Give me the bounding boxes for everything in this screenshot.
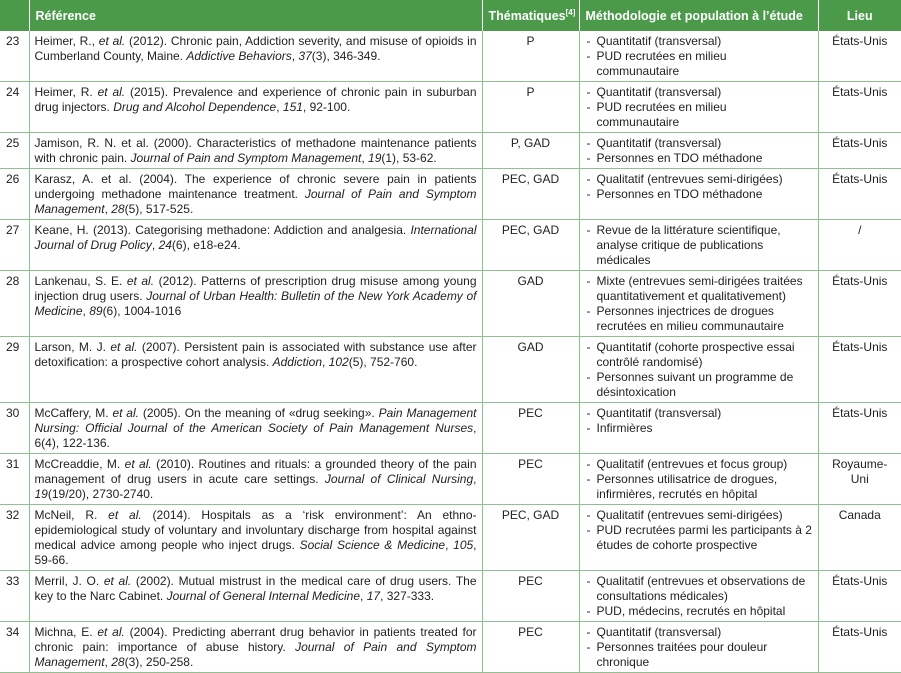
list-item: - Personnes utilisatrice de drogues, infirmières, recrutés en hôpital	[585, 472, 813, 502]
methodologie-list	[585, 223, 813, 268]
reference-etal: et al.	[126, 274, 155, 288]
reference-etal: et al.	[110, 340, 138, 354]
thematiques-cell: PEC	[482, 454, 579, 505]
lieu-cell: États-Unis	[818, 169, 901, 220]
methodologie-cell	[579, 337, 818, 403]
table-row	[0, 505, 901, 571]
list-item: - Qualitatif (entrevues semi-dirigées)	[585, 172, 813, 187]
reference-cell	[29, 133, 482, 169]
reference-separator: ,	[151, 238, 159, 252]
reference-cell	[29, 220, 482, 271]
lieu-cell: États-Unis	[818, 571, 901, 622]
lieu-cell: États-Unis	[818, 133, 901, 169]
reference-title: (2015). Prevalence and experience of chronic pain in suburban drug injectors.	[34, 85, 477, 114]
reference-title: (2012). Patterns of prescription drug misuse among young injection drug users.	[34, 274, 477, 303]
row-number: 25	[0, 133, 29, 169]
reference-title: (2007). Persistent pain is associated with substance use after detoxification: a prospective cohort analysis.	[34, 340, 477, 369]
methodologie-cell	[579, 505, 818, 571]
thematiques-cell: GAD	[482, 271, 579, 337]
reference-authors: Lankenau, S. E.	[34, 274, 127, 288]
reference-pages: , 92-100.	[302, 100, 351, 114]
reference-title: (2005). On the meaning of «drug seeking».	[138, 406, 379, 420]
row-number: 32	[0, 505, 29, 571]
list-item: - Personnes injectrices de drogues recrutées en milieu communautaire	[585, 304, 813, 334]
table-row	[0, 220, 901, 271]
list-item: - Mixte (entrevues semi-dirigées traitées quantitativement et qualitativement)	[585, 274, 813, 304]
row-number: 27	[0, 220, 29, 271]
reference-cell	[29, 337, 482, 403]
reference-journal: Addictive Behaviors	[186, 49, 292, 63]
thematiques-cell: P, GAD	[482, 133, 579, 169]
reference-etal: et al.	[108, 508, 142, 522]
reference-authors: Heimer, R.,	[34, 34, 99, 48]
thematiques-cell: PEC	[482, 622, 579, 673]
reference-journal: Journal of Urban Health: Bulletin of the New York Academy of Medicine	[34, 289, 477, 318]
reference-cell	[29, 571, 482, 622]
table-row	[0, 454, 901, 505]
reference-authors: Merril, J. O.	[34, 574, 104, 588]
lieu-cell: /	[818, 220, 901, 271]
reference-authors: McCreaddie, M.	[34, 457, 125, 471]
reference-cell	[29, 403, 482, 454]
reference-volume: 37	[298, 49, 312, 63]
methodologie-cell	[579, 622, 818, 673]
reference-volume: 17	[366, 589, 381, 603]
methodologie-list	[585, 85, 813, 130]
reference-separator: ,	[360, 589, 367, 603]
reference-pages: (5), 517-525.	[124, 202, 194, 216]
row-number: 23	[0, 31, 29, 82]
reference-pages: (3), 346-349.	[311, 49, 381, 63]
methodologie-cell	[579, 571, 818, 622]
reference-journal: Journal of Pain and Symptom Management	[34, 640, 477, 669]
list-item: - Quantitatif (transversal)	[585, 136, 813, 151]
reference-authors: Karasz, A. et al. (2004). The experience of chronic severe pain in patients undergoing methadone maintenance treatment.	[34, 172, 477, 201]
reference-separator: ,	[104, 202, 112, 216]
thematiques-cell: PEC, GAD	[482, 220, 579, 271]
reference-title: (2010). Routines and rituals: a grounded theory of the pain management of drug users in acute care settings.	[34, 457, 477, 486]
reference-separator: ,	[291, 49, 299, 63]
thematiques-cell: P	[482, 31, 579, 82]
methodologie-list	[585, 508, 813, 553]
reference-separator: ,	[473, 472, 477, 486]
list-item: - Personnes suivant un programme de désintoxication	[585, 370, 813, 400]
row-number: 24	[0, 82, 29, 133]
reference-pages: , 327-333.	[380, 589, 435, 603]
methodologie-cell	[579, 82, 818, 133]
reference-separator: ,	[361, 151, 369, 165]
reference-pages: (5), 752-760.	[348, 355, 418, 369]
methodologie-list	[585, 274, 813, 334]
methodologie-cell	[579, 403, 818, 454]
reference-separator: ,	[322, 355, 329, 369]
methodologie-list	[585, 625, 813, 670]
thematiques-cell: GAD	[482, 337, 579, 403]
list-item: - Qualitatif (entrevues semi-dirigées)	[585, 508, 813, 523]
reference-journal: Social Science & Medicine	[299, 538, 446, 552]
reference-title: (2004). Predicting aberrant drug behavior in patients treated for chronic pain: importance of abuse history.	[34, 625, 477, 654]
reference-etal: et al.	[112, 406, 139, 420]
methodologie-cell	[579, 454, 818, 505]
list-item: - Personnes en TDO méthadone	[585, 187, 813, 202]
reference-volume: 89	[89, 304, 103, 318]
list-item: - Revue de la littérature scientifique, analyse critique de publications médicales	[585, 223, 813, 268]
reference-volume: 105	[453, 538, 474, 552]
reference-journal: International Journal of Drug Policy	[34, 223, 477, 252]
reference-pages: (6), 1004-1016	[102, 304, 182, 318]
list-item: - PUD recrutées parmi les participants à 2 études de cohorte prospective	[585, 523, 813, 553]
list-item: - Qualitatif (entrevues et focus group)	[585, 457, 813, 472]
reference-title: (2014). Hospitals as a ‘risk environment’: An ethno-epidemiological study of voluntary and involuntary discharge from hospital against medical advice among people who inject drugs.	[34, 508, 477, 552]
lieu-cell: États-Unis	[818, 271, 901, 337]
thematiques-cell: P	[482, 82, 579, 133]
lieu-cell: Canada	[818, 505, 901, 571]
reference-volume: 151	[282, 100, 303, 114]
thematiques-cell: PEC, GAD	[482, 169, 579, 220]
reference-separator: ,	[104, 655, 112, 669]
reference-etal: et al.	[97, 625, 125, 639]
table-row	[0, 571, 901, 622]
methodologie-list	[585, 457, 813, 502]
table-row	[0, 133, 901, 169]
reference-journal: Pain Management Nursing: Official Journal of the American Society of Pain Management Nurses	[34, 406, 477, 435]
list-item: - Quantitatif (cohorte prospective essai contrôlé randomisé)	[585, 340, 813, 370]
table-row	[0, 271, 901, 337]
reference-etal: et al.	[98, 34, 126, 48]
reference-cell	[29, 454, 482, 505]
row-number: 34	[0, 622, 29, 673]
reference-journal: Journal of Clinical Nursing	[324, 472, 474, 486]
methodologie-cell	[579, 220, 818, 271]
reference-authors: McCaffery, M.	[34, 406, 113, 420]
header-methodologie: Méthodologie et population à l’étude	[579, 0, 818, 31]
reference-separator: ,	[276, 100, 283, 114]
header-thematiques-note: [4]	[565, 7, 576, 17]
row-number: 26	[0, 169, 29, 220]
methodologie-list	[585, 34, 813, 79]
reference-title: (2012). Chronic pain, Addiction severity, and misuse of opioids in Cumberland County, Maine.	[34, 34, 477, 63]
list-item: - PUD recrutées en milieu communautaire	[585, 49, 813, 79]
lieu-cell: États-Unis	[818, 337, 901, 403]
lieu-cell: États-Unis	[818, 622, 901, 673]
reference-etal: et al.	[124, 457, 152, 471]
list-item: - Quantitatif (transversal)	[585, 406, 813, 421]
header-lieu: Lieu	[818, 0, 901, 31]
table-row	[0, 82, 901, 133]
methodologie-cell	[579, 271, 818, 337]
row-number: 29	[0, 337, 29, 403]
reference-authors: Larson, M. J.	[34, 340, 111, 354]
lieu-cell: États-Unis	[818, 403, 901, 454]
header-reference: Référence	[29, 0, 482, 31]
lieu-cell: États-Unis	[818, 82, 901, 133]
reference-volume: 102	[328, 355, 349, 369]
reference-cell	[29, 271, 482, 337]
reference-volume: 24	[158, 238, 172, 252]
methodologie-list	[585, 406, 813, 436]
header-thematiques	[482, 0, 579, 31]
reference-cell	[29, 82, 482, 133]
reference-pages: (6), e18-e24.	[171, 238, 241, 252]
list-item: - Quantitatif (transversal)	[585, 625, 813, 640]
methodologie-list	[585, 172, 813, 202]
table-row	[0, 337, 901, 403]
reference-volume: 28	[111, 655, 125, 669]
reference-separator: ,	[82, 304, 90, 318]
reference-pages: , 59-66.	[34, 538, 477, 567]
reference-etal: et al.	[103, 574, 132, 588]
methodologie-cell	[579, 31, 818, 82]
row-number: 28	[0, 271, 29, 337]
header-thematiques-label: Thématiques	[488, 9, 566, 24]
reference-pages: (1), 53-62.	[381, 151, 437, 165]
methodologie-list	[585, 340, 813, 400]
reference-authors: Jamison, R. N. et al. (2000). Characteristics of methadone maintenance patients with chronic pain.	[34, 136, 477, 165]
row-number: 30	[0, 403, 29, 454]
table-row	[0, 622, 901, 673]
reference-journal: Journal of General Internal Medicine	[166, 589, 361, 603]
reference-etal: et al.	[97, 85, 126, 99]
list-item: - PUD recrutées en milieu communautaire	[585, 100, 813, 130]
reference-journal: Journal of Pain and Symptom Management	[130, 151, 362, 165]
table-row	[0, 169, 901, 220]
header-num	[0, 0, 29, 31]
list-item: - Quantitatif (transversal)	[585, 85, 813, 100]
thematiques-cell: PEC	[482, 571, 579, 622]
reference-journal: Addiction	[272, 355, 322, 369]
reference-cell	[29, 505, 482, 571]
methodologie-cell	[579, 133, 818, 169]
reference-pages: (19/20), 2730-2740.	[47, 487, 154, 501]
reference-separator: ,	[445, 538, 454, 552]
reference-title: (2002). Mutual mistrust in the medical care of drug users. The key to the Narc Cabinet.	[34, 574, 477, 603]
list-item: - Quantitatif (transversal)	[585, 34, 813, 49]
reference-journal: Journal of Pain and Symptom Management	[34, 187, 477, 216]
list-item: - Personnes en TDO méthadone	[585, 151, 813, 166]
list-item: - Infirmières	[585, 421, 813, 436]
thematiques-cell: PEC	[482, 403, 579, 454]
reference-separator: ,	[473, 421, 477, 435]
reference-volume: 19	[368, 151, 382, 165]
reference-volume: 19	[34, 487, 48, 501]
reference-authors: Keane, H. (2013). Categorising methadone: Addiction and analgesia.	[34, 223, 411, 237]
reference-cell	[29, 622, 482, 673]
row-number: 33	[0, 571, 29, 622]
lieu-cell: Royaume-Uni	[818, 454, 901, 505]
reference-authors: Michna, E.	[34, 625, 98, 639]
reference-journal: Drug and Alcohol Dependence	[113, 100, 277, 114]
table-row	[0, 403, 901, 454]
reference-pages: (3), 250-258.	[124, 655, 194, 669]
reference-pages: 6(4), 122-136.	[34, 436, 110, 450]
table-header-row	[0, 0, 901, 31]
reference-cell	[29, 31, 482, 82]
list-item: - Personnes traitées pour douleur chronique	[585, 640, 813, 670]
table-row	[0, 31, 901, 82]
methodologie-cell	[579, 169, 818, 220]
row-number: 31	[0, 454, 29, 505]
list-item: - Qualitatif (entrevues et observations de consultations médicales)	[585, 574, 813, 604]
table-body	[0, 31, 901, 673]
reference-authors: Heimer, R.	[34, 85, 98, 99]
methodologie-list	[585, 136, 813, 166]
reference-cell	[29, 169, 482, 220]
lieu-cell: États-Unis	[818, 31, 901, 82]
reference-authors: McNeil, R.	[34, 508, 109, 522]
reference-volume: 28	[111, 202, 125, 216]
thematiques-cell: PEC, GAD	[482, 505, 579, 571]
list-item: - PUD, médecins, recrutés en hôpital	[585, 604, 813, 619]
methodologie-list	[585, 574, 813, 619]
